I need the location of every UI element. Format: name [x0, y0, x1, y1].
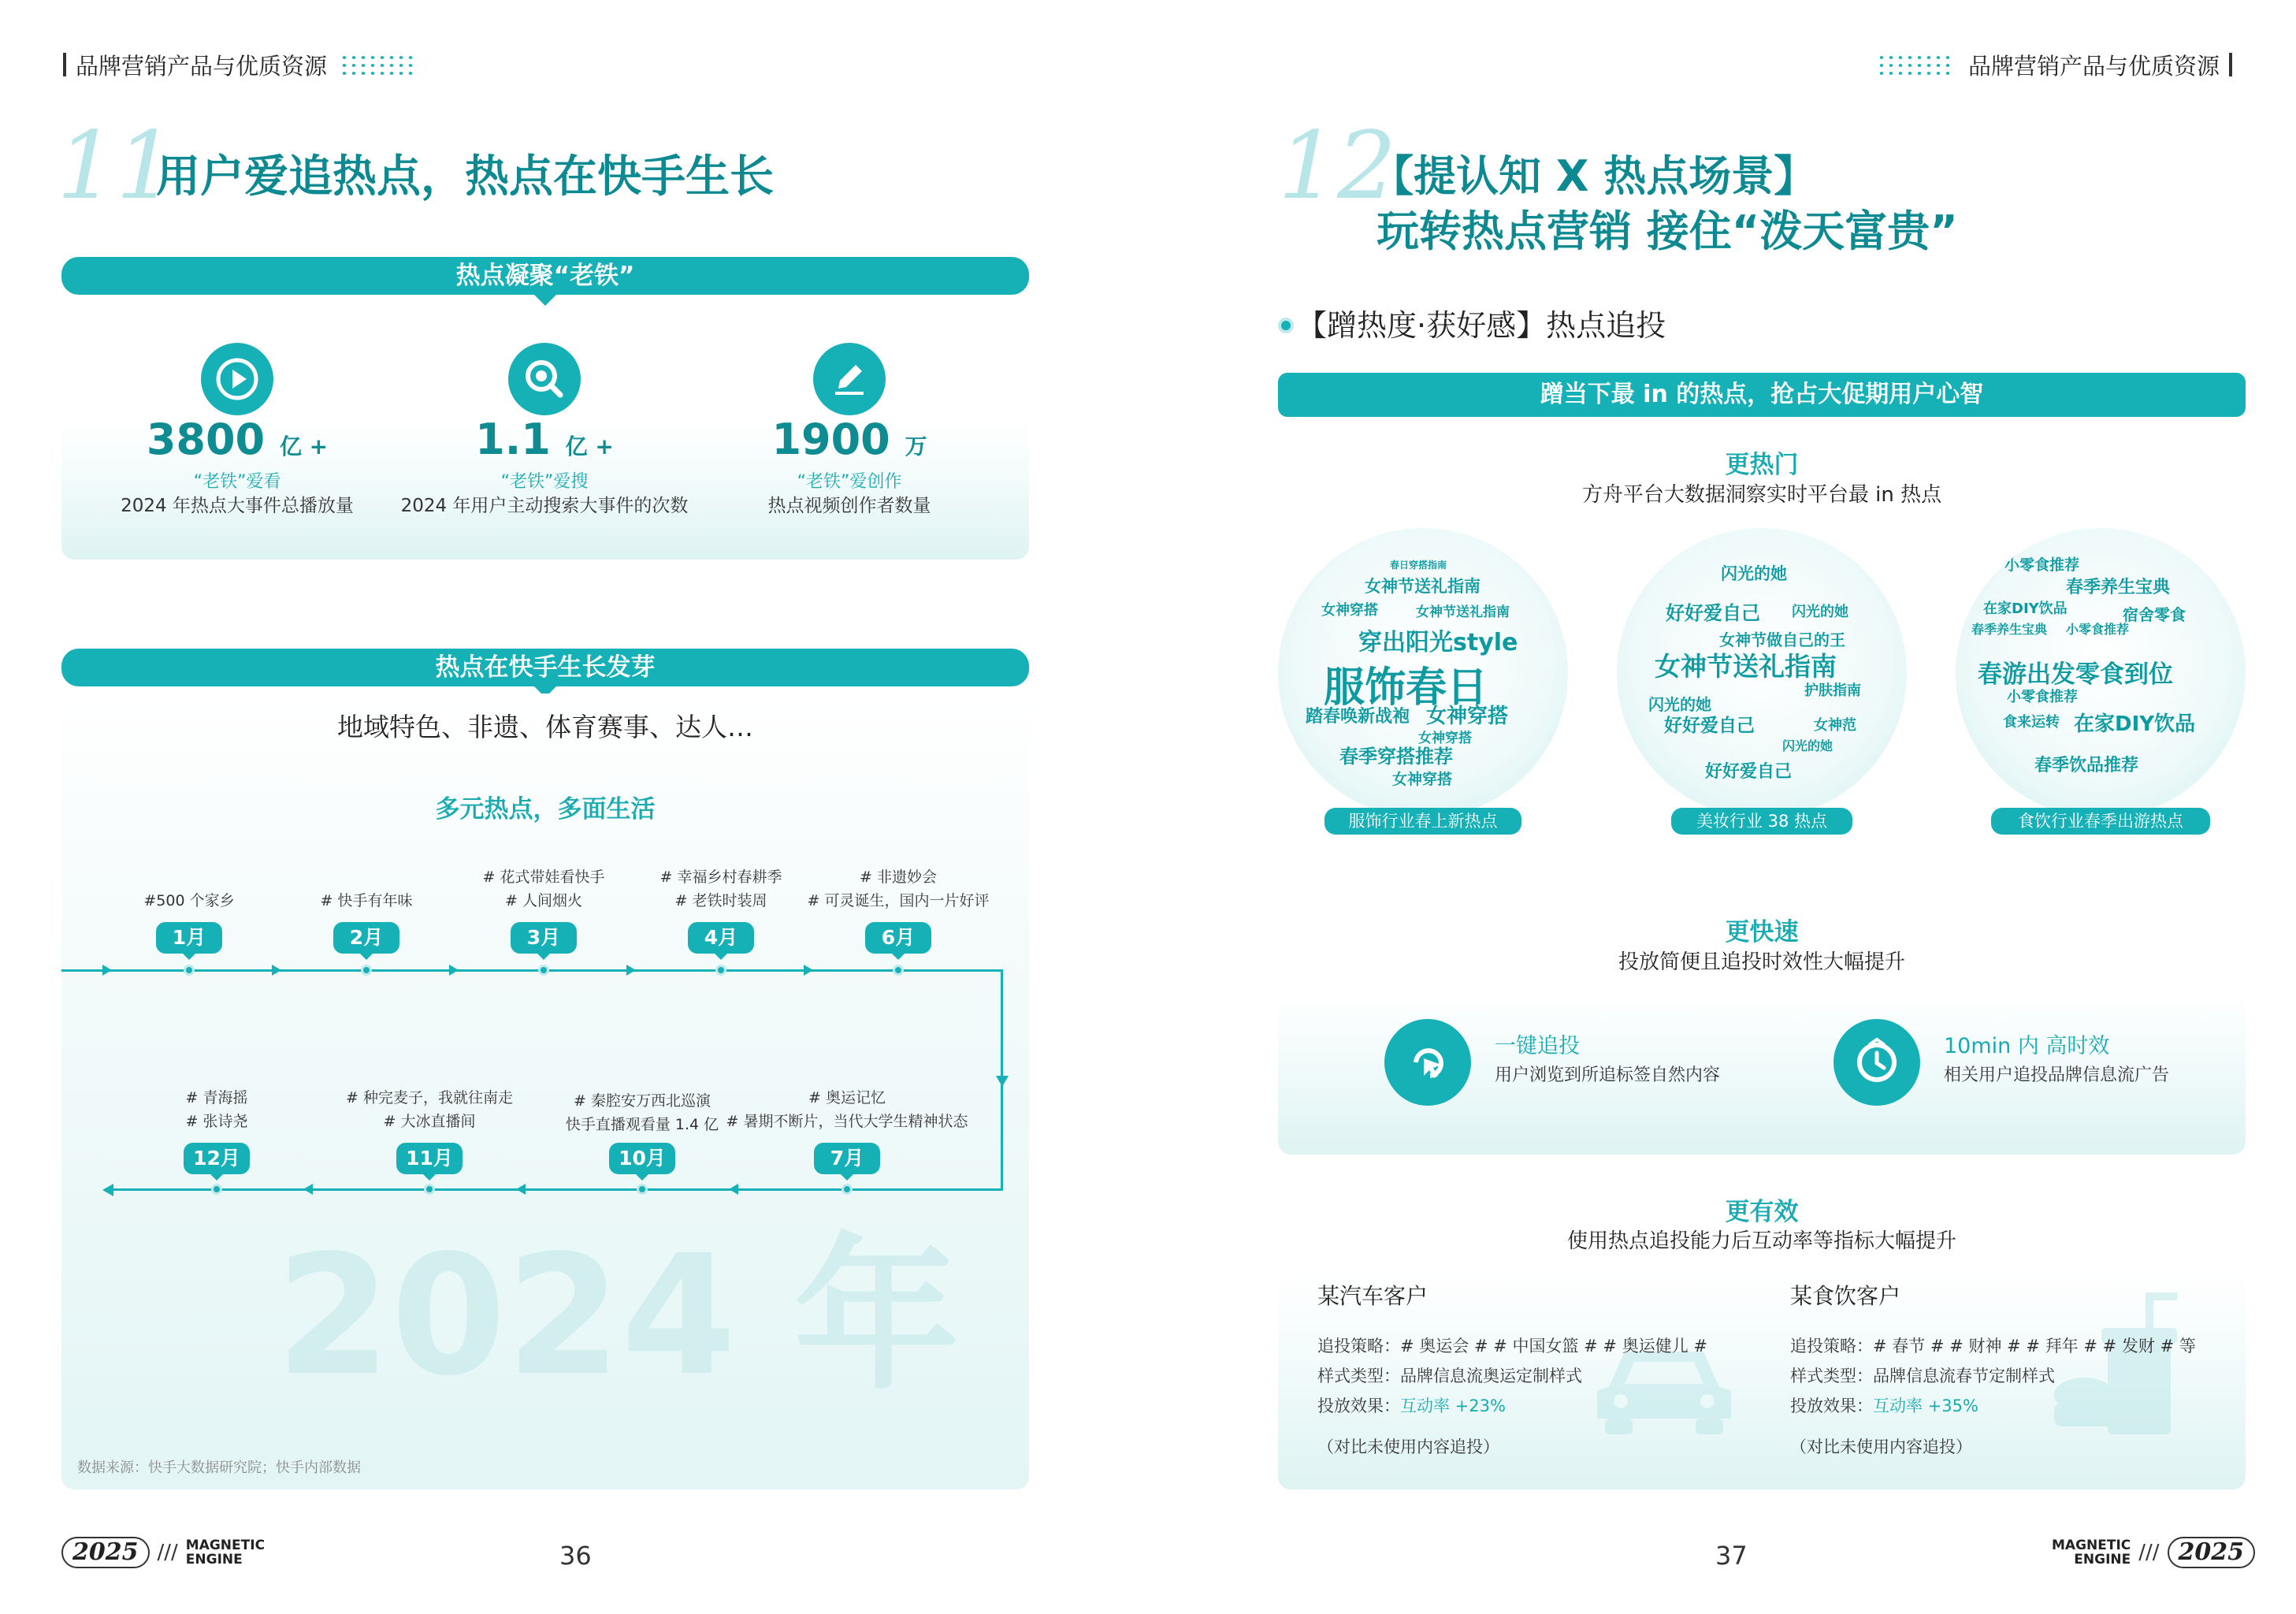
page-heading: 用户爱追热点，热点在快手生长 [156, 151, 774, 203]
month-oct: 10月 [609, 1143, 675, 1174]
logo-text: MAGNETIC ENGINE [185, 1538, 266, 1568]
event-tag: # 秦腔安万西北巡演 [574, 1092, 711, 1110]
case-car [1317, 1281, 1727, 1459]
cloud-word: 闪光的她 [1782, 738, 1833, 753]
page-number-right: 37 [1715, 1541, 1748, 1571]
eff-title: 更有效 [1725, 1198, 1799, 1226]
timeline-dot [424, 1184, 435, 1195]
stat-sub: “老铁”爱看 [193, 472, 281, 492]
timeline-dot [715, 965, 726, 976]
arrow-8 [729, 1184, 738, 1195]
cloud-word: 春季养生宝典 [2066, 578, 2171, 597]
timeline-dot [893, 965, 904, 976]
event-tag: # 老铁时装周 [674, 892, 767, 909]
logo-slashes: /// [2138, 1541, 2160, 1564]
event-tag: # 奥运记忆 [808, 1089, 886, 1106]
logo-year: 2025 [61, 1537, 150, 1568]
case-food [1790, 1281, 2231, 1459]
hot-desc: 方舟平台大数据洞察实时平台最 in 热点 [1581, 483, 1942, 507]
cloud-word: 好好爱自己 [1666, 602, 1760, 624]
timeline-dot [361, 965, 372, 976]
cloud-word: 春季养生宝典 [1971, 622, 2048, 637]
stat-create [684, 416, 1015, 518]
play-icon [201, 343, 273, 415]
case-title: 某食饮客户 [1790, 1283, 1901, 1309]
cloud-label-apparel: 服饰行业春上新热点 [1324, 808, 1521, 835]
arrow-7 [516, 1184, 526, 1195]
left-header [63, 49, 418, 80]
cursor-click-icon [1384, 1019, 1471, 1106]
footer-logo [61, 1537, 265, 1568]
month-apr: 4月 [688, 922, 754, 954]
event-tag: # 花式带娃看快手 [482, 868, 605, 886]
event-tag: # 快手有年味 [320, 892, 413, 909]
event-tags-jun [780, 865, 1016, 913]
subheading [1278, 306, 1666, 345]
cloud-word: 食来运转 [2003, 714, 2060, 731]
feature-title-1: 一键追投 [1495, 1034, 1580, 1058]
cloud-word: 女神节送礼指南 [1655, 651, 1837, 682]
year-watermark: 2024 年 [276, 1219, 960, 1412]
arrow-5 [804, 965, 813, 976]
arrow-3 [449, 965, 459, 976]
event-tag: # 暑期不断片，当代大学生精神状态 [726, 1113, 968, 1130]
arrow-1 [102, 965, 112, 976]
case-style: 样式类型：品牌信息流春节定制样式 [1790, 1367, 2055, 1385]
header-divider [63, 53, 66, 76]
page-heading-line1: 【提认知 X 热点场景】 [1371, 151, 1817, 201]
cloud-word: 护肤指南 [1804, 682, 1861, 699]
cloud-word: 春游出发零食到位 [1978, 660, 2173, 689]
event-tag: # 张诗尧 [185, 1113, 248, 1130]
bullet-dot [1278, 318, 1294, 333]
stat-sub: “老铁”爱搜 [500, 472, 589, 492]
footer-logo [2052, 1537, 2255, 1568]
event-tag: # 大冰直播间 [383, 1113, 476, 1130]
month-mar: 3月 [511, 922, 577, 954]
case-style: 样式类型：品牌信息流奥运定制样式 [1317, 1367, 1582, 1385]
section-number: 12 [1278, 111, 1397, 220]
header-dots [1877, 54, 1956, 76]
logo-year: 2025 [2168, 1537, 2256, 1568]
case-effect: 投放效果：互动率 +35% [1790, 1396, 1978, 1415]
data-source: 数据来源：快手大数据研究院；快手内部数据 [77, 1460, 361, 1476]
section-bar-2 [61, 649, 1029, 686]
cloud-word: 女神节送礼指南 [1365, 577, 1481, 596]
event-tag: # 幸福乡村春耕季 [659, 868, 782, 886]
cloud-word: 在家DIY饮品 [1983, 601, 2068, 617]
header-dots [340, 54, 418, 76]
cloud-word: 好好爱自己 [1664, 716, 1755, 736]
arrow-4 [626, 965, 636, 976]
arrow-6 [303, 1184, 313, 1195]
word-cloud-beauty [1617, 528, 1907, 818]
arrow-head-down [996, 1076, 1009, 1087]
clock-icon [1833, 1019, 1920, 1106]
right-header [1877, 49, 2232, 80]
month-nov: 11月 [396, 1143, 463, 1174]
cloud-word: 春日穿搭指南 [1390, 560, 1447, 571]
cloud-word: 女神范 [1814, 717, 1856, 734]
arrow-2 [272, 965, 281, 976]
timeline-line-bottom [110, 1188, 1003, 1191]
arrow-head-left [102, 1184, 113, 1196]
feature-desc-1: 用户浏览到所追标签自然内容 [1495, 1065, 1721, 1085]
header-title: 品牌营销产品与优质资源 [76, 52, 328, 80]
right-section-bar [1278, 373, 2246, 417]
cloud-word: 踏春唤新战袍 [1306, 707, 1410, 727]
cloud-word: 春季饮品推荐 [2034, 756, 2139, 775]
cloud-label-food: 食饮行业春季出游热点 [1991, 808, 2210, 835]
pen-icon [813, 343, 886, 415]
section-bar-label: 蹭当下最 in 的热点，抢占大促期用户心智 [1540, 381, 1984, 408]
event-tag: # 可灵诞生，国内一片好评 [807, 892, 990, 909]
case-strategy: 追投策略：# 奥运会 # # 中国女篮 # # 奥运健儿 # [1317, 1337, 1707, 1356]
event-tags-jul [705, 1086, 989, 1133]
header-divider [2229, 53, 2232, 76]
event-tag: # 种完麦子，我就往南走 [346, 1089, 513, 1106]
section-bar-1 [61, 257, 1029, 295]
event-tag: #500 个家乡 [143, 892, 235, 909]
cloud-word: 闪光的她 [1792, 604, 1848, 620]
cloud-word: 闪光的她 [1721, 564, 1787, 583]
timeline-line-top [61, 969, 1003, 972]
stat-value: 1.1 亿 + [475, 415, 614, 464]
cloud-word: 春季穿搭推荐 [1339, 746, 1453, 768]
event-tag: # 人间烟火 [505, 892, 582, 909]
month-feb: 2月 [333, 922, 399, 954]
feature-desc-2: 相关用户追投品牌信息流广告 [1944, 1065, 2170, 1085]
stat-desc: 2024 年热点大事件总播放量 [121, 496, 354, 516]
event-tag: # 青海摇 [185, 1089, 248, 1106]
subheading-text: 【蹭热度·获好感】热点追投 [1297, 308, 1666, 343]
logo-text: MAGNETIC ENGINE [2052, 1538, 2131, 1568]
fast-title: 更快速 [1725, 918, 1799, 946]
timeline-dot [841, 1184, 853, 1195]
cloud-word: 女神穿搭 [1392, 771, 1453, 788]
case-note: （对比未使用内容追投） [1317, 1437, 1499, 1456]
month-jun: 6月 [865, 922, 931, 954]
cloud-word: 女神穿搭 [1418, 731, 1472, 746]
diversity-subline: 多元热点，多面生活 [435, 795, 656, 824]
cloud-word: 宿舍零食 [2123, 605, 2186, 624]
stat-desc: 2024 年用户主动搜索大事件的次数 [400, 496, 689, 516]
feature-title-2: 10min 内 高时效 [1944, 1034, 2110, 1058]
month-dec: 12月 [184, 1143, 250, 1174]
word-cloud-apparel [1278, 528, 1568, 818]
month-jan: 1月 [156, 922, 222, 954]
stat-desc: 热点视频创作者数量 [767, 496, 931, 516]
cloud-word: 好好爱自己 [1705, 762, 1793, 782]
page-heading-line2: 玩转热点营销 接住“泼天富贵” [1376, 206, 1958, 256]
cloud-word: 穿出阳光style [1358, 629, 1518, 656]
cloud-word: 小零食推荐 [2066, 622, 2130, 637]
case-title: 某汽车客户 [1317, 1283, 1428, 1309]
case-effect: 投放效果：互动率 +23% [1317, 1396, 1506, 1415]
timeline-dot [184, 965, 195, 976]
right-page [1148, 0, 2296, 1614]
logo-slashes: /// [157, 1541, 178, 1564]
event-tags-dec [98, 1086, 335, 1133]
cloud-word: 小零食推荐 [2004, 556, 2080, 574]
cloud-label-beauty: 美妆行业 38 热点 [1671, 808, 1852, 835]
case-note: （对比未使用内容追投） [1790, 1437, 1972, 1456]
timeline-dot [211, 1184, 222, 1195]
cloud-word: 服饰春日 [1324, 664, 1488, 712]
word-cloud-food [1956, 528, 2246, 818]
case-strategy: 追投策略：# 春节 # # 财神 # # 拜年 # # 发财 # 等 [1790, 1337, 2196, 1356]
month-jul: 7月 [814, 1143, 880, 1174]
fast-desc: 投放简便且追投时效性大幅提升 [1618, 950, 1905, 974]
section-bar-label: 热点凝聚“老铁” [455, 262, 635, 290]
page-number-left: 36 [559, 1541, 592, 1571]
cloud-word: 女神节做自己的王 [1719, 630, 1845, 649]
cloud-word: 在家DIY饮品 [2074, 712, 2196, 736]
event-tag: 快手直播观看量 1.4 亿 [565, 1116, 719, 1133]
hot-title: 更热门 [1725, 451, 1799, 479]
stat-play [72, 416, 403, 518]
cloud-word: 女神穿搭 [1426, 705, 1509, 728]
timeline-dot [637, 1184, 648, 1195]
timeline-dot [538, 965, 549, 976]
eff-desc: 使用热点追投能力后互动率等指标大幅提升 [1566, 1229, 1956, 1253]
stat-value: 3800 亿 + [146, 415, 329, 464]
header-title: 品牌营销产品与优质资源 [1968, 52, 2220, 80]
stat-search [379, 416, 710, 518]
section-bar-label: 热点在快手生长发芽 [435, 653, 656, 682]
search-icon [508, 343, 581, 415]
cloud-word: 女神节送礼指南 [1416, 604, 1510, 620]
cloud-word: 小零食推荐 [2007, 689, 2078, 705]
cloud-word: 女神穿搭 [1321, 602, 1378, 619]
section-number: 11 [57, 111, 176, 220]
event-tag: # 非遗妙会 [860, 868, 937, 886]
event-tags-nov [311, 1086, 548, 1133]
cloud-word: 闪光的她 [1648, 695, 1711, 714]
stat-value: 1900 万 [771, 415, 927, 464]
stat-sub: “老铁”爱创作 [797, 472, 902, 492]
diversity-line: 地域特色、非遗、体育赛事、达人… [337, 712, 753, 742]
